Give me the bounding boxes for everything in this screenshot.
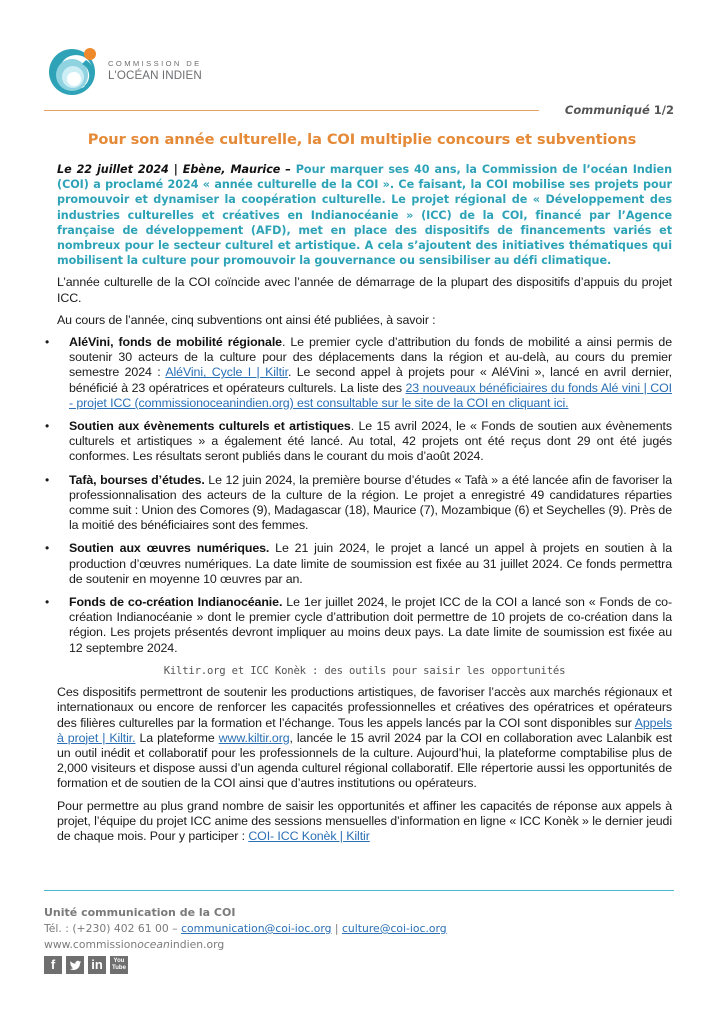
footer-contact	[44, 905, 447, 974]
page-number: 1/2	[653, 103, 674, 117]
lead-text: Pour marquer ses 40 ans, la Commission de l’océan Indien (COI) a proclamé 2024 « année culturelle de la COI ». Ce faisant, la COI mobilise ses projets pour promouvoir et dynamiser la coopération culturelle. Le projet régional de « Développement des industries culturelles et créatives en Indianocéanie » (ICC) de la COI, financé par l’Agence française de développement (AFD), met en place des dispositifs de financements variés et nombreux pour le secteur culturel et artistique. A cela s’ajoutent des initiatives thématiques qui mobilisent la culture pour promouvoir la gouvernance ou sensibiliser au défi climatique.	[57, 163, 672, 268]
item-text: Le 12 juin 2024, la première bourse d’études « Tafà » a été lancée afin de favoriser la professionnalisation des acteurs de la culture de la région. Le projet a enregistré 49 candidatures réparties comme suit : Union des Comores (9), Madagascar (18), Maurice (7), Mozambique (6) et Seychelles (9). Près de la moitié des bénéficiaires sont des femmes.	[69, 472, 672, 533]
footer-contact-line	[44, 921, 447, 937]
email-communication-link[interactable]: communication@coi-ioc.org	[181, 922, 332, 935]
website-part: ocean	[137, 938, 170, 951]
item-heading: AléVini, fonds de mobilité régionale	[69, 335, 282, 350]
dateline: Le 22 juillet 2024 | Ebène, Maurice –	[57, 163, 291, 176]
item-heading: Soutien aux œuvres numériques.	[69, 541, 270, 556]
icc-konek-link[interactable]: COI- ICC Konèk | Kiltir	[248, 828, 370, 843]
document-body	[45, 162, 672, 851]
bullet-icon: •	[45, 419, 50, 434]
appels-a-projet-link[interactable]: Appels à projet | Kiltir.	[57, 715, 672, 745]
youtube-text-top: You	[113, 958, 125, 964]
footer-unit-name: Unité communication de la COI	[44, 906, 236, 919]
website-part: www.commission	[44, 938, 138, 951]
paragraph-intro: L’année culturelle de la COI coïncide avec l’année de démarrage de la plupart des dispositifs d’appuis du projet ICC.	[57, 275, 672, 305]
item-text: Le 21 juin 2024, le projet a lancé un appel à projets en soutien à la production d’œuvres numériques. La date limite de soumission est fixée au 31 juillet 2024. Ce fonds permettra de soutenir en moyenne 10 œuvres par an.	[69, 541, 672, 586]
bullet-icon: •	[45, 595, 50, 610]
bullet-icon: •	[45, 541, 50, 556]
paragraph-list-intro: Au cours de l’année, cinq subventions ont ainsi été publiées, à savoir :	[57, 312, 436, 327]
section-subheading: Kiltir.org et ICC Konèk : des outils pour saisir les opportunités	[163, 664, 566, 677]
paragraph-text: La plateforme	[135, 730, 219, 745]
item-heading: Soutien aux évènements culturels et artistiques	[69, 419, 351, 434]
footer-divider	[44, 890, 674, 891]
social-links	[44, 956, 447, 974]
subsidies-list	[45, 335, 672, 656]
footer-separator: |	[331, 922, 342, 935]
header-divider	[44, 110, 539, 111]
communique-label	[565, 103, 674, 117]
coi-emblem-icon	[48, 42, 100, 98]
item-heading: Tafà, bourses d’études.	[69, 472, 205, 487]
bullet-icon: •	[45, 472, 50, 487]
footer-phone: Tél. : (+230) 402 61 00 –	[44, 922, 182, 935]
list-item	[45, 472, 672, 534]
paragraph-text: Pour permettre au plus grand nombre de saisir les opportunités et affiner les capacités de réponse aux appels à projet, l’équipe du projet ICC anime des sessions mensuelles d’information en ligne « ICC Konèk » le dernier jeudi de chaque mois. Pour y participer :	[57, 798, 672, 843]
communique-text: Communiqué	[564, 103, 650, 117]
bullet-icon: •	[45, 335, 50, 350]
item-text: . Le 15 avril 2024, le « Fonds de soutien aux évènements culturels et artistiques » a également été lancé. Au total, 42 projets ont été reçus dont 29 ont été jugés conformes. Les résultats seront publiés dans le courant du mois d’août 2024.	[69, 419, 672, 464]
list-item	[45, 541, 672, 587]
lead-paragraph	[57, 162, 672, 268]
paragraph-konek	[57, 799, 672, 845]
list-item	[45, 595, 672, 656]
item-text: Le 1er juillet 2024, le projet ICC de la COI a lancé son « Fonds de co-création Indianocéanie » dont le premier cycle d’attribution doit permettre de 10 projets de co-création dans la région. Les projets présentés devront impliquer au moins deux pays. La date limite de soumission est fixée au 12 septembre 2024.	[69, 595, 672, 655]
footer-website	[44, 937, 447, 953]
document-title: Pour son année culturelle, la COI multiplie concours et subventions	[87, 131, 637, 148]
list-item	[45, 419, 672, 465]
paragraph-platforms	[57, 685, 672, 791]
youtube-text-bottom: Tube	[112, 965, 126, 971]
coi-logo	[48, 41, 202, 99]
kiltir-website-link[interactable]: www.kiltir.org	[218, 730, 290, 745]
beneficiaries-list-link[interactable]: 23 nouveaux bénéficiaires du fonds Alé vini | COI - projet ICC (commissionoceanindien.org) est consultable sur le site de la COI en cliquant ici.	[69, 380, 672, 410]
linkedin-icon[interactable]: in	[88, 956, 106, 974]
website-part: indien.org	[169, 938, 225, 951]
alevini-cycle-link[interactable]: AléVini, Cycle I | Kiltir	[165, 365, 288, 380]
item-heading: Fonds de co-création Indianocéanie.	[69, 595, 283, 610]
youtube-icon[interactable]	[110, 956, 128, 974]
item-text: . Le second appel à projets pour « AléVini », lancé en avril dernier, bénéficié à 23 opératrices et opérateurs culturels. La liste des	[69, 365, 672, 395]
item-text: . Le premier cycle d’attribution du fonds de mobilité a ainsi permis de soutenir 30 acteurs de la culture pour des déplacements dans la région et au-delà, au cours du premier semestre 2024 :	[69, 335, 672, 380]
list-item	[45, 335, 672, 411]
logo-line2: L'OCÉAN INDIEN	[108, 68, 202, 82]
facebook-icon[interactable]: f	[44, 956, 62, 974]
paragraph-text: , lancée le 15 avril 2024 par la COI en collaboration avec Lalanbik est un outil inédit et collaboratif pour les professionnels de la culture. Aujourd’hui, la plateforme comptabilise plus de 2,000 visiteurs et dispose aussi d’un agenda culturel régional collaboratif. Elle répertorie aussi les opportunités de formation et de soutien de la COI ainsi que d’autres institutions ou opérateurs.	[57, 730, 672, 791]
paragraph-text: Ces dispositifs permettront de soutenir les productions artistiques, de favoriser l’accès aux marchés régionaux et internationaux ou encore de renforcer les capacités professionnelles et créatives des opératrices et opérateurs des filières culturelles par la formation et l’échange. Tous les appels lancés par la COI sont disponibles sur	[57, 685, 672, 730]
twitter-icon[interactable]	[66, 956, 84, 974]
logo-line1: COMMISSION DE	[108, 58, 202, 68]
email-culture-link[interactable]: culture@coi-ioc.org	[342, 922, 447, 935]
